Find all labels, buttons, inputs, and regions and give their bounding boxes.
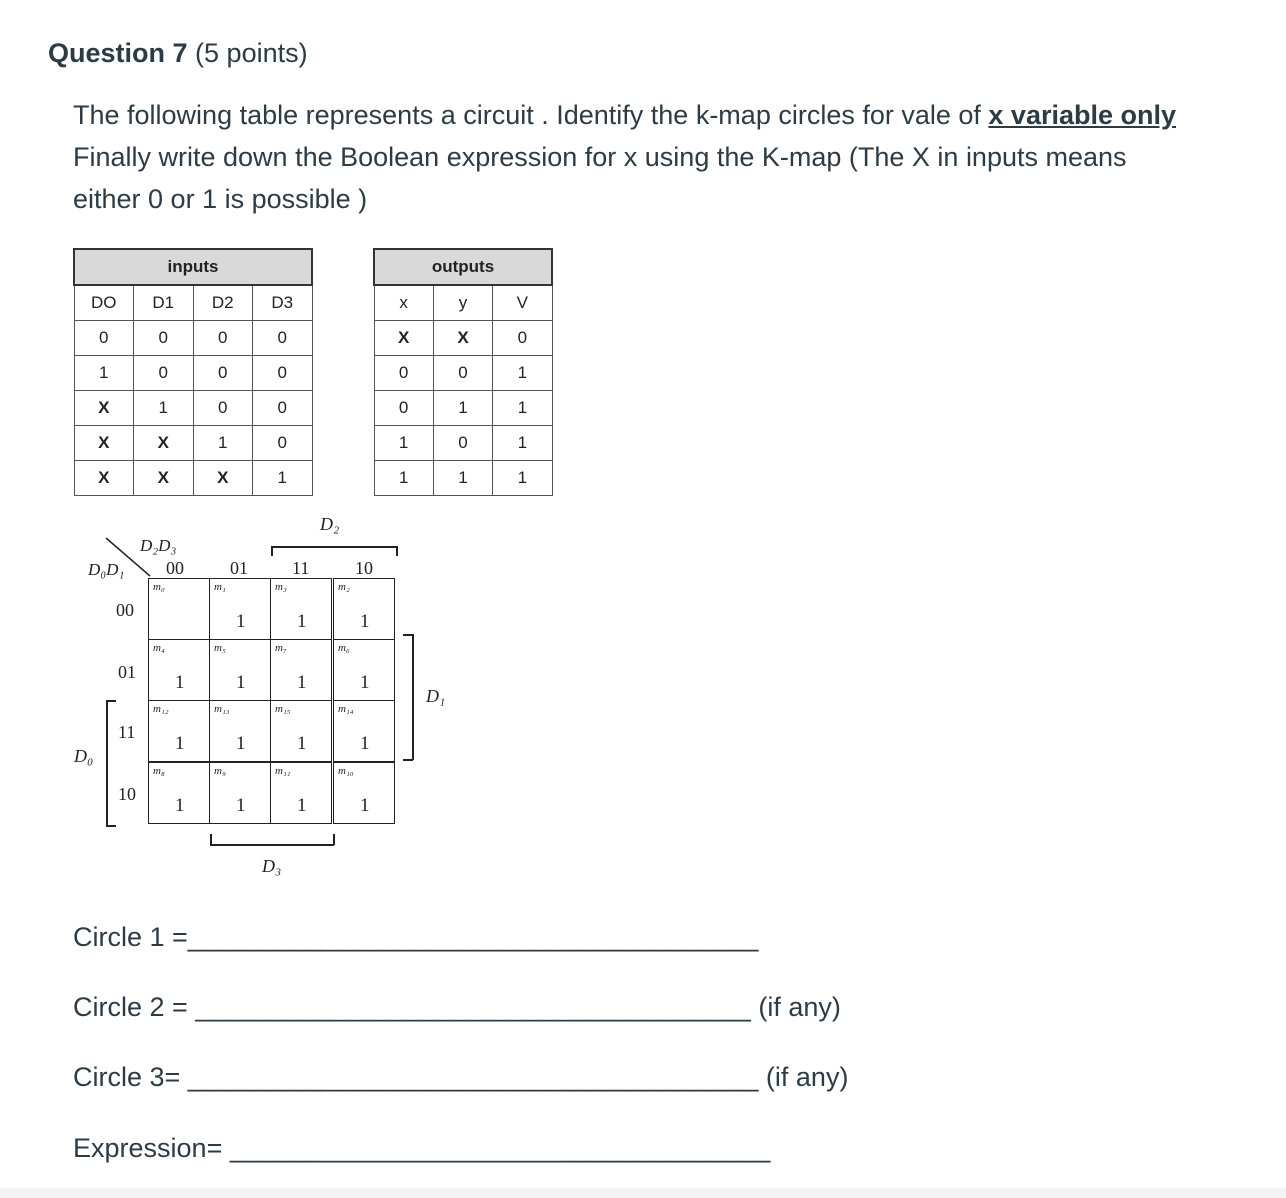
circle1-blank[interactable]: ______________________________________ — [187, 922, 759, 952]
table-cell: 1 — [433, 390, 492, 425]
table-cell: 0 — [253, 355, 313, 390]
table-cell: 1 — [374, 425, 433, 460]
table-row — [74, 425, 312, 460]
kmap-right-bracket-label: D₁ — [426, 686, 446, 706]
kmap-corner-top-label: D₂D₃ — [140, 536, 177, 555]
table-cell: 0 — [193, 355, 252, 390]
table-cell: X — [134, 460, 193, 495]
kmap-row-label: 00 — [116, 600, 134, 620]
kmap-cell — [270, 762, 332, 824]
table-row — [374, 320, 552, 355]
table-cell: 1 — [493, 390, 552, 425]
outputs-header: V — [493, 285, 552, 320]
expression-blank[interactable]: ____________________________________ — [222, 1133, 771, 1163]
cell-value: 1 — [175, 795, 185, 816]
kmap-corner-left-label: D₀D₁ — [88, 560, 125, 579]
page-bottom-edge — [0, 1188, 1286, 1198]
table-cell: 0 — [193, 390, 252, 425]
table-cell: 0 — [493, 320, 552, 355]
inputs-header: DO — [74, 285, 134, 320]
cell-value: 1 — [236, 672, 246, 693]
table-cell: 1 — [74, 355, 134, 390]
circle2-label: Circle 2 = — [73, 992, 188, 1022]
table-cell: 1 — [374, 460, 433, 495]
kmap-cell — [209, 639, 271, 701]
kmap-col-label: 01 — [230, 558, 248, 578]
minterm-label: m₁₅ — [275, 703, 291, 715]
minterm-label: m₃ — [275, 581, 287, 593]
table-cell: 1 — [193, 425, 252, 460]
table-cell: 0 — [74, 320, 134, 355]
minterm-label: m₅ — [214, 642, 226, 654]
inputs-header-row — [74, 285, 312, 320]
table-cell: X — [374, 320, 433, 355]
cell-value: 1 — [297, 672, 307, 693]
outputs-title: outputs — [374, 249, 552, 285]
kmap-left-bracket-label: D₀ — [74, 746, 94, 766]
circle1-label: Circle 1 = — [73, 922, 188, 952]
circle3-suffix: (if any) — [758, 1062, 849, 1092]
table-cell: 1 — [134, 390, 193, 425]
table-cell: 1 — [433, 460, 492, 495]
circle2-blank[interactable]: _____________________________________ — [187, 992, 751, 1022]
cell-value: 1 — [297, 733, 307, 754]
prompt-underlined: x variable only — [988, 100, 1176, 130]
expression-line — [73, 1133, 770, 1164]
table-row — [374, 425, 552, 460]
cell-value: 1 — [360, 672, 370, 693]
circle3-blank[interactable]: ______________________________________ — [180, 1062, 759, 1092]
kmap-col-label: 11 — [292, 558, 310, 578]
question-points: (5 points) — [195, 38, 308, 68]
kmap-cell — [209, 700, 271, 762]
kmap-col-label: 00 — [166, 558, 184, 578]
kmap-bottom-bracket-label: D₃ — [262, 856, 282, 876]
kmap-cell — [270, 700, 332, 762]
cell-value: 1 — [297, 795, 307, 816]
cell-value: 1 — [236, 795, 246, 816]
kmap-cell — [148, 700, 210, 762]
outputs-table — [373, 248, 553, 496]
table-row — [74, 320, 312, 355]
cell-value: 1 — [175, 672, 185, 693]
kmap-top-bracket-label: D₂ — [320, 514, 340, 534]
kmap-cell — [333, 639, 395, 701]
prompt-text-2: Finally write down the Boolean expression for x using the K-map (The X in inputs means either 0 or 1 is possible ) — [73, 142, 1127, 214]
table-row — [74, 390, 312, 425]
minterm-label: m₉ — [214, 765, 226, 777]
minterm-label: m₄ — [153, 642, 165, 654]
table-cell: 0 — [374, 390, 433, 425]
prompt-text-1: The following table represents a circuit . Identify the k-map circles for vale of — [73, 100, 989, 130]
kmap-cell — [148, 578, 210, 640]
inputs-title: inputs — [74, 249, 312, 285]
inputs-header: D3 — [253, 285, 313, 320]
table-cell: 1 — [253, 460, 313, 495]
kmap-cell — [270, 578, 332, 640]
question-prompt — [73, 94, 1193, 220]
table-row — [374, 355, 552, 390]
table-cell: X — [433, 320, 492, 355]
inputs-header: D2 — [193, 285, 252, 320]
outputs-header: y — [433, 285, 492, 320]
table-cell: 1 — [493, 425, 552, 460]
table-cell: 0 — [253, 320, 313, 355]
table-cell: X — [193, 460, 252, 495]
circle2-suffix: (if any) — [750, 992, 841, 1022]
kmap-cell — [270, 639, 332, 701]
minterm-label: m₀ — [153, 581, 165, 593]
table-cell: 0 — [134, 355, 193, 390]
minterm-label: m₁₃ — [214, 703, 230, 715]
table-cell: 0 — [253, 425, 313, 460]
table-row — [74, 460, 312, 495]
kmap-cell — [148, 639, 210, 701]
minterm-label: m₂ — [338, 581, 350, 593]
kmap-cell — [148, 762, 210, 824]
kmap-row-label: 10 — [118, 784, 136, 804]
table-cell: X — [74, 425, 134, 460]
kmap-col-label: 10 — [355, 558, 373, 578]
table-row — [374, 460, 552, 495]
table-cell: 1 — [493, 460, 552, 495]
minterm-label: m₁ — [214, 581, 226, 593]
question-title — [48, 38, 308, 69]
outputs-header: x — [374, 285, 433, 320]
kmap-cell — [333, 578, 395, 640]
cell-value: 1 — [360, 611, 370, 632]
table-row — [74, 355, 312, 390]
table-cell: 1 — [493, 355, 552, 390]
table-cell: 0 — [134, 320, 193, 355]
table-cell: 0 — [374, 355, 433, 390]
expression-label: Expression= — [73, 1133, 223, 1163]
kmap-row-label: 01 — [118, 662, 136, 682]
circle3-line — [73, 1062, 848, 1093]
minterm-label: m₁₂ — [153, 703, 169, 715]
table-cell: X — [74, 390, 134, 425]
table-cell: X — [74, 460, 134, 495]
cell-value: 1 — [360, 733, 370, 754]
kmap-cell — [333, 700, 395, 762]
cell-value: 1 — [236, 611, 246, 632]
kmap-cell — [333, 762, 395, 824]
question-number: Question 7 — [48, 38, 188, 68]
table-cell: 0 — [253, 390, 313, 425]
minterm-label: m₇ — [275, 642, 287, 654]
circle2-line — [73, 992, 841, 1023]
outputs-header-row — [374, 285, 552, 320]
minterm-label: m₁₀ — [338, 765, 354, 777]
minterm-label: m₁₄ — [338, 703, 354, 715]
cell-value: 1 — [236, 733, 246, 754]
cell-value: 1 — [297, 611, 307, 632]
minterm-label: m₁₁ — [275, 765, 291, 777]
circle1-line — [73, 922, 758, 953]
karnaugh-map — [60, 500, 480, 900]
kmap-cell — [209, 578, 271, 640]
table-cell: 0 — [433, 425, 492, 460]
circle3-label: Circle 3= — [73, 1062, 181, 1092]
kmap-row-label: 11 — [118, 722, 136, 742]
table-cell: 0 — [193, 320, 252, 355]
table-cell: X — [134, 425, 193, 460]
kmap-cell — [209, 762, 271, 824]
table-cell: 0 — [433, 355, 492, 390]
cell-value: 1 — [360, 795, 370, 816]
inputs-header: D1 — [134, 285, 193, 320]
minterm-label: m₈ — [153, 765, 165, 777]
table-row — [374, 390, 552, 425]
inputs-table — [73, 248, 313, 496]
minterm-label: m₆ — [338, 642, 350, 654]
cell-value: 1 — [175, 733, 185, 754]
